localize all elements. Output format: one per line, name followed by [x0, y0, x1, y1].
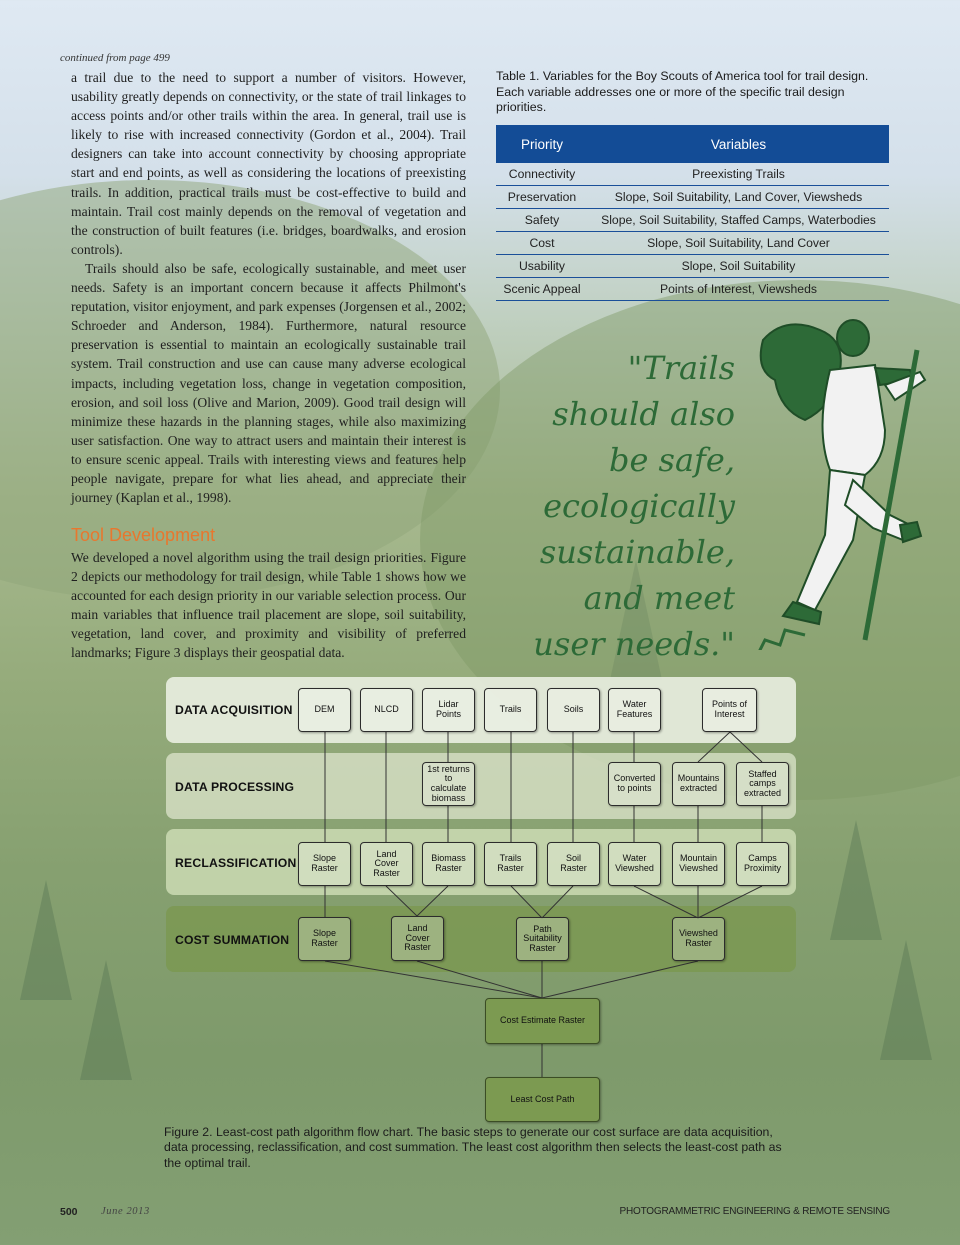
table-cell: Slope, Soil Suitability, Staffed Camps, Waterbodies: [588, 209, 889, 232]
page-number: 500: [60, 1206, 78, 1218]
flow-box-staffed-camps: Staffed camps extracted: [736, 762, 789, 806]
flow-box-water-viewshed: Water Viewshed: [608, 842, 661, 886]
paragraph: Trails should also be safe, ecologically sustainable, and meet user needs. Safety is an important concern because it affects Philmont's reputation, visitor enjoyment, and park expenses (Jorgensen et al., 2002; Schroeder and Anderson, 1984). Furthermore, natural resource preservation is essential to maintain an ecologically sustainable trail system. Trail construction and use can cause many adverse ecological impacts, including vegetation loss, change in vegetation composition, erosion, and soil loss (Olive and Marion, 2009). Good trail design will minimize these hazards in the planning stages, while also maximizing user satisfaction. One way to attract users and maintain their interest is to ensure scenic appeal. Trails with interesting views and features help people navigate, prepare for what lies ahead, and appreciate their journey (Kaplan et al., 1998).: [71, 260, 466, 506]
flow-box-biomass-raster: Biomass Raster: [422, 842, 475, 886]
paragraph: a trail due to the need to support a number of visitors. However, usability greatly depends on connectivity, or the state of trail linkages to access points and/or other trails within the area. In general, trail use is likely to rise with increased connectivity (Gordon et al., 2004). Trail designers can take into account connectivity by choosing appropriate start and end points, as well as considering the locations of preexisting trails. In addition, practical trails must be cost-effective to build and maintain. Trail cost mainly depends on the removal of vegetation and the construction of built features (i.e. bridges, boardwalks, and erosion controls).: [71, 70, 466, 257]
band-label-cost-summation: COST SUMMATION: [175, 933, 290, 947]
table-cell: Slope, Soil Suitability, Land Cover, Viewsheds: [588, 186, 889, 209]
pull-quote: "Trails should also be safe, ecologically sustainable, and meet user needs.": [533, 349, 735, 663]
table-cell: Safety: [496, 209, 588, 232]
paragraph: We developed a novel algorithm using the trail design priorities. Figure 2 depicts our methodology for trail design, while Table 1 shows how we accounted for each design priority in our variable selection process. Our main variables that influence trail placement are slope, soil suitability, vegetation, land cover, and proximity and visibility of preferred landmarks; Figure 3 displays their geospatial data.: [71, 550, 466, 661]
table-cell: Preservation: [496, 186, 588, 209]
flow-box-path-suitability-raster: Path Suitability Raster: [516, 917, 569, 961]
band-label-acquisition: DATA ACQUISITION: [175, 703, 293, 717]
flow-box-slope-raster: Slope Raster: [298, 842, 351, 886]
table-cell: Slope, Soil Suitability, Land Cover: [588, 232, 889, 255]
table-header: Variables: [588, 125, 889, 163]
flow-box-lidar-points: Lidar Points: [422, 688, 475, 732]
flow-box-camps-proximity: Camps Proximity: [736, 842, 789, 886]
flow-box-nlcd: NLCD: [360, 688, 413, 732]
flow-box-converted-points: Converted to points: [608, 762, 661, 806]
issue-date: June 2013: [101, 1206, 150, 1217]
flow-box-trails-raster: Trails Raster: [484, 842, 537, 886]
flow-box-mountains-extracted: Mountains extracted: [672, 762, 725, 806]
flow-box-biomass-calc: 1st returns to calculate biomass: [422, 762, 475, 806]
table-header: Priority: [496, 125, 588, 163]
flow-box-soil-raster: Soil Raster: [547, 842, 600, 886]
table-cell: Points of Interest, Viewsheds: [588, 278, 889, 301]
table-caption: Table 1. Variables for the Boy Scouts of America tool for trail design. Each variable addresses one or more of the specific trail design priorities.: [496, 69, 869, 114]
flow-box-water-features: Water Features: [608, 688, 661, 732]
flow-box-points-of-interest: Points of Interest: [702, 688, 757, 732]
journal-name: PHOTOGRAMMETRIC ENGINEERING & REMOTE SENSING: [619, 1206, 890, 1217]
flow-box-mountain-viewshed: Mountain Viewshed: [672, 842, 725, 886]
flow-box-dem: DEM: [298, 688, 351, 732]
band-label-reclassification: RECLASSIFICATION: [175, 856, 297, 870]
flow-box-land-cover-raster: Land Cover Raster: [360, 842, 413, 886]
table-cell: Preexisting Trails: [588, 163, 889, 186]
figure-caption: Figure 2. Least-cost path algorithm flow chart. The basic steps to generate our cost surface are data acquisition, data processing, reclassification, and cost summation. The least cost algorithm then selects the least-cost path as the optimal trail.: [164, 1125, 782, 1170]
flow-box-soils: Soils: [547, 688, 600, 732]
section-heading: Tool Development: [71, 525, 216, 545]
flow-box-sum-slope-raster: Slope Raster: [298, 917, 351, 961]
flow-box-least-cost-path: Least Cost Path: [485, 1077, 600, 1122]
table-cell: Slope, Soil Suitability: [588, 255, 889, 278]
flow-box-sum-land-cover-raster: Land Cover Raster: [391, 916, 444, 961]
flow-box-viewshed-raster: Viewshed Raster: [672, 917, 725, 961]
table-cell: Usability: [496, 255, 588, 278]
table-cell: Scenic Appeal: [496, 278, 588, 301]
band-label-processing: DATA PROCESSING: [175, 780, 295, 794]
flow-box-cost-estimate-raster: Cost Estimate Raster: [485, 998, 600, 1044]
table-cell: Connectivity: [496, 163, 588, 186]
flow-box-trails: Trails: [484, 688, 537, 732]
table-cell: Cost: [496, 232, 588, 255]
continued-note: continued from page 499: [60, 52, 170, 64]
